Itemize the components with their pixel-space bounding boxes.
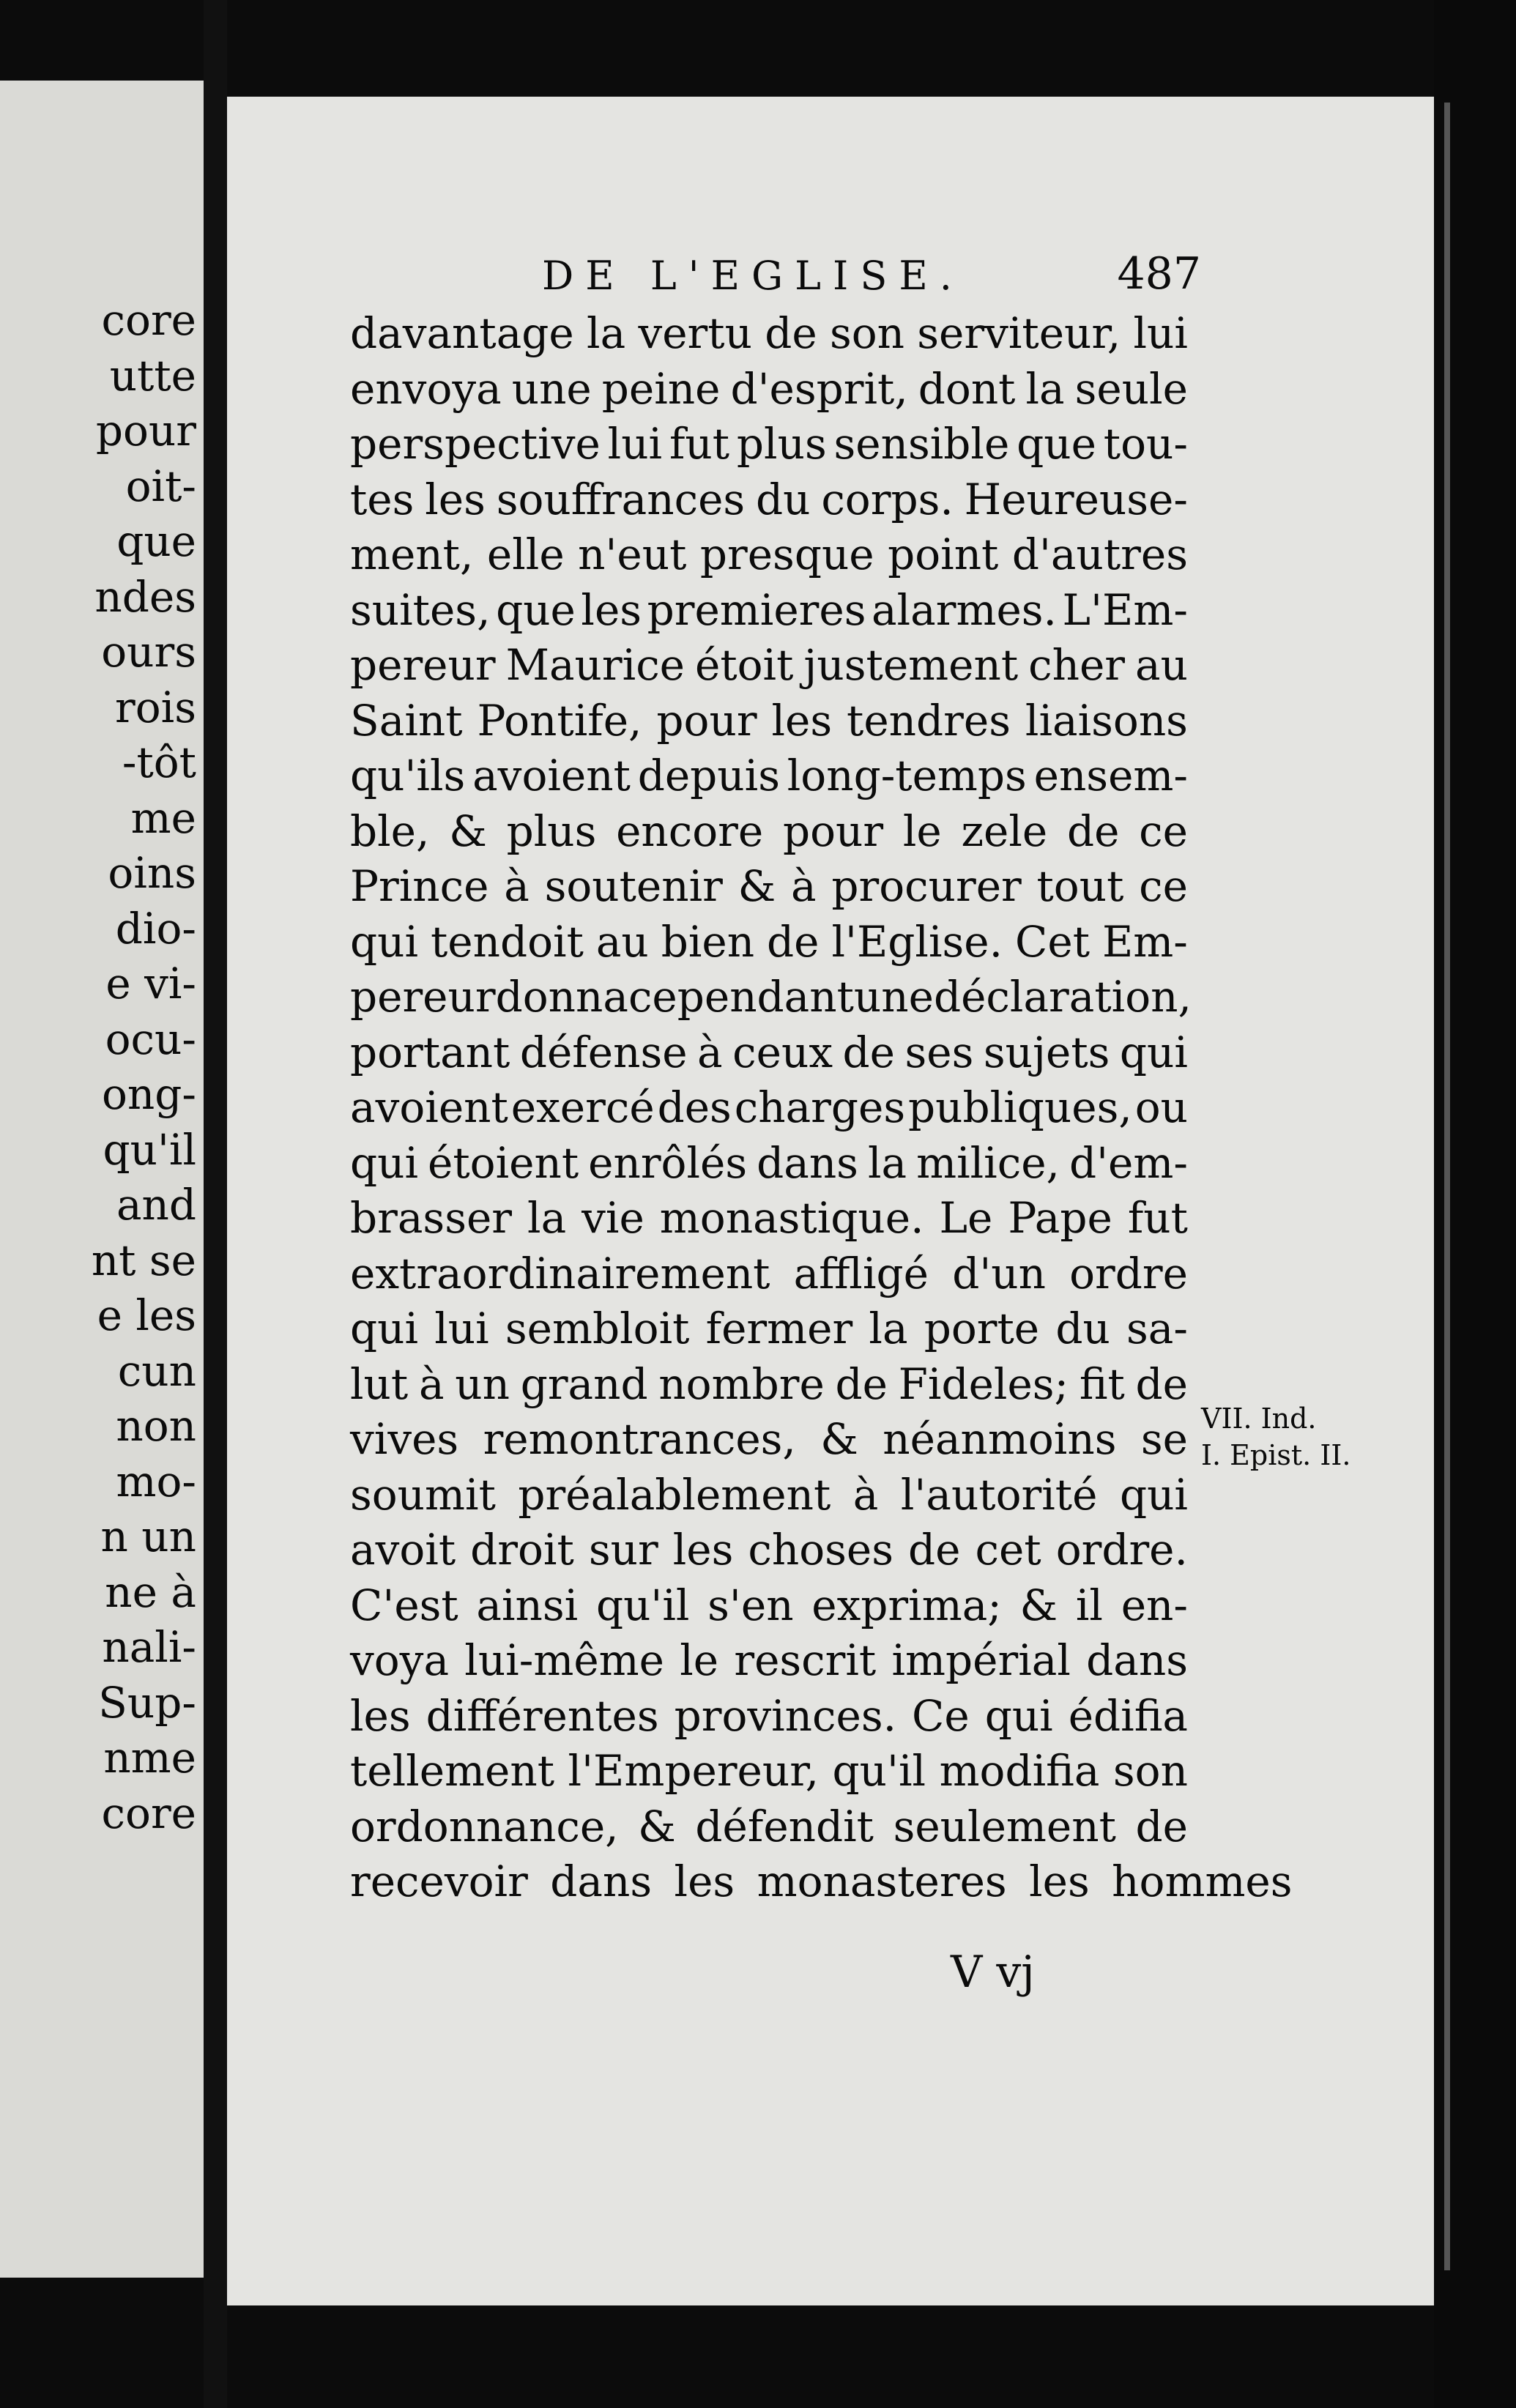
left-page-fragment: -tôt bbox=[122, 737, 196, 787]
word: d'un bbox=[952, 1248, 1046, 1298]
word: ordonnance, bbox=[350, 1801, 619, 1851]
text-line bbox=[350, 472, 1188, 528]
text-line bbox=[350, 1633, 1188, 1689]
word: perspective bbox=[350, 419, 601, 469]
word: Heureuse- bbox=[964, 474, 1188, 524]
left-page-fragment: utte bbox=[109, 350, 196, 401]
word: la bbox=[867, 1137, 907, 1188]
word: étoient bbox=[428, 1137, 579, 1188]
word: L'Em- bbox=[1062, 584, 1188, 635]
word: du bbox=[1055, 1304, 1110, 1353]
word: point bbox=[888, 529, 999, 579]
word: long-temps bbox=[787, 751, 1027, 800]
word: s'en bbox=[707, 1580, 794, 1630]
word: un bbox=[455, 1359, 510, 1409]
word: le bbox=[902, 806, 942, 856]
word: défendit bbox=[695, 1801, 874, 1851]
word: sensible bbox=[833, 419, 1010, 469]
text-line bbox=[350, 1191, 1188, 1246]
word: cet bbox=[975, 1525, 1041, 1575]
word: impérial bbox=[891, 1635, 1071, 1685]
word: serviteur, bbox=[917, 308, 1121, 358]
word: vie bbox=[581, 1193, 644, 1243]
left-page-fragment: me bbox=[130, 792, 196, 843]
word: encore bbox=[616, 806, 764, 856]
text-line bbox=[350, 1468, 1188, 1523]
left-page-fragment: ours bbox=[101, 627, 196, 677]
word: tellement bbox=[350, 1746, 555, 1796]
page-edge-sliver bbox=[1444, 103, 1450, 2270]
word: lui bbox=[607, 419, 663, 469]
left-page-fragment: oit- bbox=[125, 461, 196, 511]
word: différentes bbox=[426, 1690, 659, 1741]
left-page-fragment: qu'il bbox=[103, 1124, 196, 1175]
word: l'Eglise. bbox=[831, 916, 1003, 967]
word: une bbox=[853, 972, 934, 1022]
word: la bbox=[587, 308, 626, 358]
word: brasser bbox=[350, 1193, 513, 1243]
word: zele bbox=[961, 806, 1048, 856]
word: de bbox=[842, 1027, 895, 1077]
word: la bbox=[869, 1304, 908, 1353]
word: ment, bbox=[350, 529, 474, 579]
word: ce bbox=[1139, 861, 1188, 911]
left-page-fragment: nali- bbox=[102, 1622, 196, 1672]
word: fut bbox=[1127, 1193, 1188, 1243]
word: les bbox=[581, 584, 642, 635]
word: ble, bbox=[350, 806, 430, 856]
word: néanmoins bbox=[883, 1414, 1117, 1464]
word: dans bbox=[757, 1137, 858, 1188]
running-head: DE L'EGLISE. bbox=[542, 253, 964, 299]
word: & bbox=[737, 861, 776, 911]
text-line bbox=[350, 1357, 1188, 1413]
text-line bbox=[350, 1799, 1188, 1855]
word: Prince bbox=[350, 861, 489, 911]
word: rescrit bbox=[734, 1635, 877, 1685]
word: Fideles; bbox=[898, 1359, 1069, 1409]
word: sujets bbox=[983, 1027, 1110, 1077]
text-line bbox=[350, 915, 1188, 970]
word: lui bbox=[1133, 308, 1188, 358]
word: à bbox=[852, 1469, 879, 1520]
text-line bbox=[350, 583, 1188, 639]
word: avoit bbox=[350, 1525, 456, 1575]
word: il bbox=[1075, 1580, 1103, 1630]
word: plus bbox=[736, 419, 827, 469]
catchword: V vj bbox=[951, 1947, 1035, 1998]
left-page-text-fragments bbox=[92, 293, 196, 1841]
word: vives bbox=[350, 1414, 459, 1464]
word: Cet bbox=[1015, 916, 1090, 967]
word: portant bbox=[350, 1027, 510, 1077]
word: déclaration, bbox=[933, 972, 1192, 1022]
text-line bbox=[350, 362, 1188, 417]
left-page-fragment: e vi- bbox=[105, 959, 196, 1008]
left-page-fragment: dio- bbox=[115, 903, 196, 954]
word: préalablement bbox=[518, 1469, 831, 1520]
word: de bbox=[1135, 1359, 1188, 1409]
page-header bbox=[542, 248, 1201, 304]
word: pour bbox=[782, 806, 884, 856]
word: les bbox=[771, 695, 833, 746]
word: lui-même bbox=[464, 1635, 664, 1685]
word: provinces. bbox=[674, 1690, 897, 1741]
word: soumit bbox=[350, 1469, 496, 1520]
word: & bbox=[449, 806, 487, 856]
word: de bbox=[835, 1359, 888, 1409]
text-line bbox=[350, 1136, 1188, 1192]
word: pereur bbox=[350, 640, 496, 690]
word: sur bbox=[588, 1525, 658, 1575]
word: depuis bbox=[637, 751, 780, 800]
word: au bbox=[595, 916, 649, 967]
word: fit bbox=[1079, 1359, 1125, 1409]
word: elle bbox=[486, 529, 565, 579]
word: bien bbox=[661, 916, 755, 967]
word: qui bbox=[350, 916, 419, 967]
word: ordre bbox=[1069, 1248, 1188, 1298]
book-gutter bbox=[204, 0, 227, 2408]
word: enrôlés bbox=[588, 1137, 748, 1188]
word: Maurice bbox=[505, 640, 685, 690]
left-page-fragment: core bbox=[101, 295, 196, 345]
word: que bbox=[496, 584, 576, 635]
word: que bbox=[1017, 419, 1096, 469]
word: lui bbox=[434, 1304, 489, 1353]
word: & bbox=[820, 1414, 858, 1464]
word: les bbox=[672, 1525, 734, 1575]
word: édifia bbox=[1068, 1690, 1188, 1741]
word: le bbox=[680, 1635, 719, 1685]
word: du bbox=[756, 474, 811, 524]
word: d'esprit, bbox=[730, 363, 908, 414]
text-line bbox=[350, 1025, 1188, 1081]
margin-note-line-1: VII. Ind. bbox=[1201, 1402, 1317, 1435]
text-line bbox=[350, 804, 1188, 860]
left-page-fragment: nt se bbox=[91, 1235, 196, 1285]
word: qu'ils bbox=[350, 751, 466, 800]
word: Le bbox=[939, 1193, 993, 1243]
text-line bbox=[350, 1080, 1188, 1136]
left-page bbox=[0, 81, 204, 2278]
word: affligé bbox=[793, 1248, 929, 1298]
word: alarmes. bbox=[872, 584, 1057, 635]
word: pereur bbox=[350, 972, 496, 1022]
word: au bbox=[1135, 640, 1188, 690]
left-page-fragment: ong- bbox=[102, 1069, 196, 1119]
word: tou- bbox=[1103, 419, 1188, 469]
word: envoya bbox=[350, 363, 502, 414]
word: charges bbox=[734, 1082, 906, 1132]
word: tout bbox=[1036, 861, 1124, 911]
word: corps. bbox=[821, 474, 954, 524]
word: remontrances, bbox=[483, 1414, 796, 1464]
text-line bbox=[350, 1689, 1188, 1744]
word: liaisons bbox=[1025, 695, 1188, 746]
word: avoient bbox=[472, 751, 631, 800]
word: qu'il bbox=[595, 1580, 690, 1630]
word: Pontife, bbox=[477, 695, 642, 746]
word: cher bbox=[1028, 640, 1126, 690]
text-line bbox=[350, 748, 1188, 804]
page-number: 487 bbox=[1117, 248, 1201, 300]
word: en- bbox=[1121, 1580, 1188, 1630]
word: davantage bbox=[350, 308, 574, 358]
word: Em- bbox=[1101, 916, 1188, 967]
word: suites, bbox=[350, 584, 491, 635]
left-page-fragment: rois bbox=[115, 682, 196, 732]
word: milice, bbox=[916, 1137, 1060, 1188]
word: à bbox=[504, 861, 530, 911]
word: publiques, bbox=[908, 1082, 1132, 1132]
text-line: recevoir dans les monasteres les hommes bbox=[350, 1857, 1293, 1906]
word: de bbox=[767, 916, 820, 967]
left-page-fragment: mo- bbox=[116, 1456, 196, 1506]
word: ou bbox=[1134, 1082, 1188, 1132]
word: fut bbox=[669, 419, 730, 469]
text-line bbox=[350, 694, 1188, 749]
word: qui bbox=[1119, 1027, 1188, 1077]
word: presque bbox=[699, 529, 874, 579]
word: ses bbox=[904, 1027, 974, 1077]
text-line bbox=[350, 1412, 1188, 1468]
left-page-fragment: ne à bbox=[105, 1567, 196, 1617]
left-page-fragment: Sup- bbox=[98, 1677, 196, 1728]
word: C'est bbox=[350, 1580, 458, 1630]
word: procurer bbox=[831, 861, 1022, 911]
word: extraordinairement bbox=[350, 1248, 770, 1298]
word: tendres bbox=[847, 695, 1011, 746]
word: fermer bbox=[705, 1304, 853, 1353]
word: pour bbox=[656, 695, 757, 746]
word: Ce bbox=[912, 1690, 970, 1741]
word: ordre. bbox=[1055, 1525, 1188, 1575]
word: peine bbox=[601, 363, 721, 414]
left-page-fragment: non bbox=[116, 1401, 196, 1451]
word: son bbox=[829, 308, 904, 358]
word: à bbox=[697, 1027, 723, 1077]
word: droit bbox=[470, 1525, 574, 1575]
text-line bbox=[350, 1578, 1188, 1634]
margin-note bbox=[1201, 1400, 1421, 1474]
text-line bbox=[350, 1301, 1188, 1357]
word: sa- bbox=[1126, 1304, 1188, 1353]
word: la bbox=[1025, 363, 1065, 414]
left-page-fragment: cun bbox=[117, 1345, 196, 1396]
word: qui bbox=[350, 1304, 419, 1353]
word: d'autres bbox=[1011, 529, 1188, 579]
word: soutenir bbox=[544, 861, 723, 911]
text-line bbox=[350, 859, 1188, 915]
word: qui bbox=[984, 1690, 1053, 1741]
text-line bbox=[350, 527, 1188, 583]
word: & bbox=[638, 1801, 676, 1851]
text-line bbox=[350, 970, 1192, 1025]
word: l'autorité bbox=[900, 1469, 1098, 1520]
word: monastique. bbox=[659, 1193, 924, 1243]
word: se bbox=[1140, 1414, 1188, 1464]
word: Pape bbox=[1008, 1193, 1112, 1243]
word: ce bbox=[1139, 806, 1188, 856]
left-page-fragment: ndes bbox=[94, 571, 196, 622]
word: des bbox=[657, 1082, 732, 1132]
left-page-fragment: e les bbox=[97, 1290, 196, 1340]
word: exercé bbox=[510, 1082, 655, 1132]
word: défense bbox=[519, 1027, 688, 1077]
text-line bbox=[350, 1246, 1188, 1302]
word: sembloit bbox=[505, 1304, 690, 1353]
word: de bbox=[908, 1525, 961, 1575]
word: à bbox=[791, 861, 817, 911]
word: tes bbox=[350, 474, 415, 524]
text-line bbox=[350, 638, 1188, 694]
word: seulement bbox=[893, 1801, 1116, 1851]
word: exprima; bbox=[811, 1580, 1002, 1630]
left-page-fragment: pour bbox=[95, 406, 196, 456]
word: donna bbox=[495, 972, 628, 1022]
word: ainsi bbox=[476, 1580, 579, 1630]
word: ceux bbox=[732, 1027, 833, 1077]
word: voya bbox=[350, 1635, 450, 1685]
word: ensem- bbox=[1033, 751, 1188, 800]
word: avoient bbox=[350, 1082, 508, 1132]
word: seule bbox=[1074, 363, 1188, 414]
left-page-fragment: ocu- bbox=[105, 1014, 196, 1064]
left-page-fragment: nme bbox=[103, 1733, 196, 1783]
word: les bbox=[425, 474, 486, 524]
left-page-fragment: and bbox=[116, 1180, 196, 1230]
word: Saint bbox=[350, 695, 463, 746]
word: souffrances bbox=[496, 474, 746, 524]
left-page-fragment: oins bbox=[108, 848, 196, 898]
word: qui bbox=[1119, 1469, 1188, 1520]
word: dont bbox=[918, 363, 1016, 414]
right-page-edge bbox=[1434, 0, 1516, 2408]
word: étoit bbox=[695, 640, 794, 690]
word: qu'il bbox=[832, 1746, 926, 1796]
word: nombre bbox=[658, 1359, 825, 1409]
word: cependant bbox=[628, 972, 854, 1022]
word: les bbox=[350, 1690, 411, 1741]
word: plus bbox=[506, 806, 597, 856]
word: son bbox=[1112, 1746, 1188, 1796]
word: lut bbox=[350, 1359, 409, 1409]
word: premieres bbox=[647, 584, 866, 635]
word: de bbox=[1066, 806, 1120, 856]
word: de bbox=[1135, 1801, 1188, 1851]
word: une bbox=[511, 363, 592, 414]
word: de bbox=[765, 308, 817, 358]
word: porte bbox=[924, 1304, 1040, 1353]
word: vertu bbox=[638, 308, 752, 358]
margin-note-line-2: I. Epist. II. bbox=[1201, 1439, 1351, 1471]
text-line bbox=[350, 417, 1188, 472]
word: à bbox=[418, 1359, 445, 1409]
text-line bbox=[350, 306, 1188, 362]
text-line bbox=[350, 1523, 1188, 1578]
word: tendoit bbox=[431, 916, 584, 967]
left-page-fragment: n un bbox=[100, 1512, 196, 1561]
word: la bbox=[527, 1193, 567, 1243]
word: d'em- bbox=[1069, 1137, 1188, 1188]
word: justement bbox=[803, 640, 1019, 690]
word: qui bbox=[350, 1137, 419, 1188]
word: n'eut bbox=[578, 529, 687, 579]
word: grand bbox=[520, 1359, 648, 1409]
word: l'Empereur, bbox=[568, 1746, 820, 1796]
text-line bbox=[350, 1744, 1188, 1799]
word: choses bbox=[748, 1525, 894, 1575]
word: & bbox=[1019, 1580, 1058, 1630]
left-page-fragment: que bbox=[116, 516, 196, 566]
word: dans bbox=[1086, 1635, 1188, 1685]
left-page-fragment: core bbox=[101, 1788, 196, 1838]
word: modifia bbox=[939, 1746, 1100, 1796]
